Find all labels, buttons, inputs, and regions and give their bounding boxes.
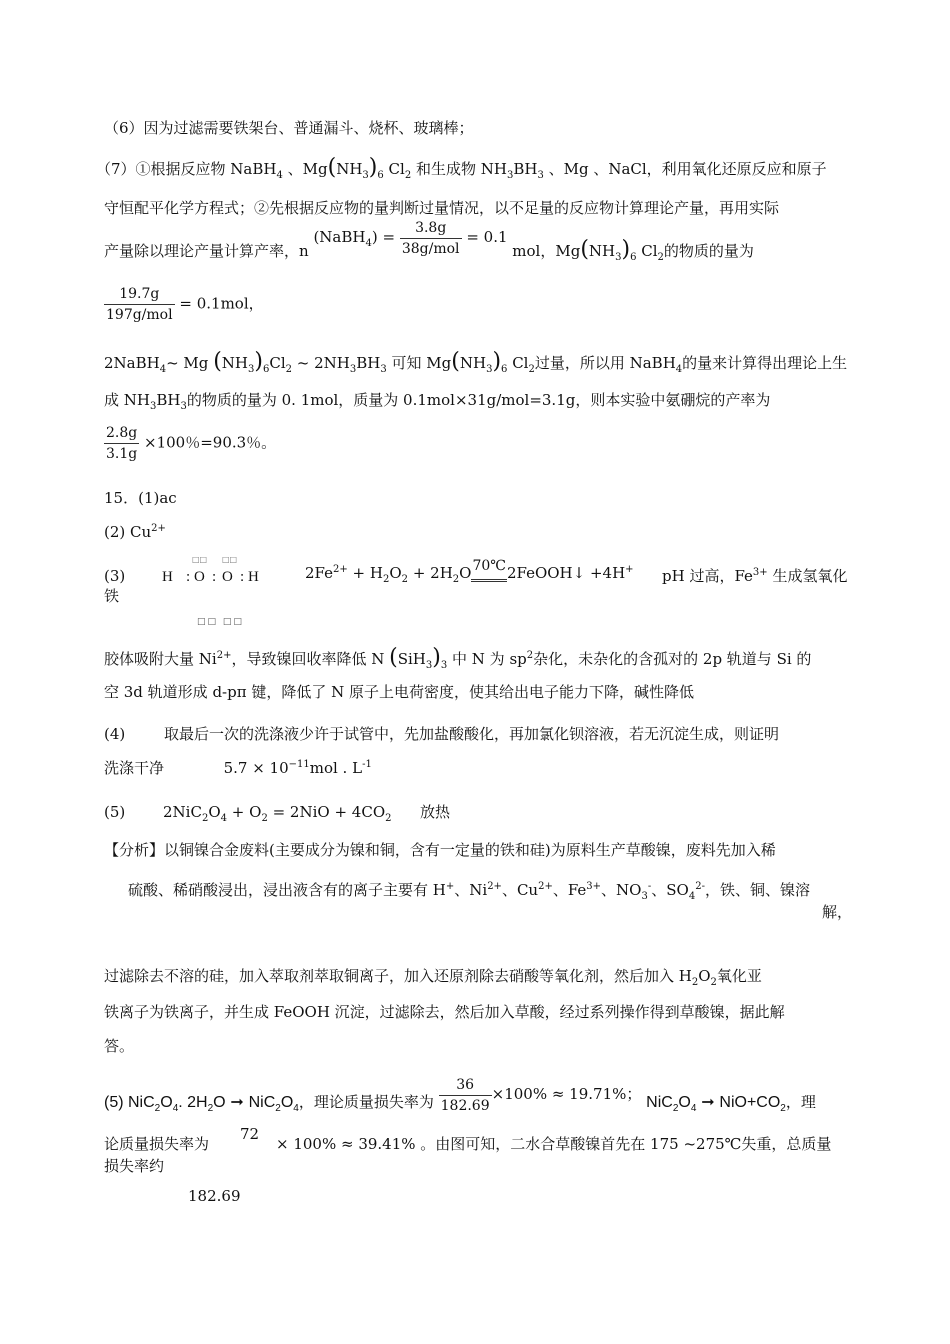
item-7-line-5: 2NaBH$_4$~ Mg $(NH_3)_6Cl_2$ ~ $2NH_3BH_3$ 可知 $Mg(NH_3)_6$ $Cl_2$过量，所以用 NaBH$_4$的量来计算得出理论上生 [104, 349, 848, 375]
item-7-line-1: （7）①根据反应物 NaBH$_4$ 、$Mg(NH_3)_6$ $Cl_2$ 和生成物 $NH_3BH_3$ 、Mg 、NaCl，利用氧化还原反应和原子 [96, 155, 827, 181]
item-7-fraction-2: $\frac{19.7g}{\text{197g/mol}}$ = 0.1mol， [106, 286, 264, 323]
svg-text:H: H [162, 569, 173, 585]
q15-answer-5-tail: 放热 [420, 803, 451, 821]
svg-text:O: O [194, 569, 205, 585]
q15-answer-2: (2) $Cu^{2+}$ [104, 523, 166, 541]
analysis-line-1: 【分析】以铜镍合金废料(主要成分为镍和铜，含有一定量的铁和硅)为原料生产草酸镍，废料先加入稀 [104, 841, 776, 859]
q15-ph-note: pH 过高，$Fe^{3+}$ 生成氢氧化 [662, 567, 848, 585]
q15-answer-5-label: (5) [104, 803, 126, 821]
q15-answer-4-label: (4) [104, 725, 126, 743]
svg-text::: : [240, 569, 245, 585]
svg-text:□□: □□ [222, 555, 238, 564]
q15-answer-4-line-2: 洗涤干净 $5.7 \times 10^{-11}mol$ . $L^{-1}$ [104, 759, 372, 777]
svg-text:□□: □□ [192, 555, 208, 564]
item-7-line-6: 成 $NH_3BH_3$的物质的量为 0. 1mol，质量为 0.1mol×31g/mol=3.1g，则本实验中氨硼烷的产率为 [104, 391, 771, 412]
q15-colloid-line: 胶体吸附大量 $Ni^{2+}$，导致镍回收率降低 N $(SiH_3)_3$ 中 N 为 $sp^2$杂化，未杂化的含孤对的 2p 轨道与 Si 的 [104, 645, 812, 671]
q15-3d-line: 空 3d 轨道形成 d-pπ 键，降低了 N 原子上电荷密度，使其给出电子能力下降，碱性降低 [104, 683, 695, 701]
q15-heading: 15．(1)ac [104, 489, 177, 507]
q15-answer-3-label: (3) [104, 567, 126, 585]
followup-5-denominator: 182.69 [188, 1187, 241, 1205]
item-7-line-2: 守恒配平化学方程式；②先根据反应物的量判断过量情况，以不足量的反应物计算理论产量，再用实际 [104, 199, 780, 217]
electron-dots-bottom: □□ □□ [197, 617, 244, 627]
followup-5-numerator: 72 [240, 1125, 260, 1143]
q15-answer-4-text: 取最后一次的洗涤液少许于试管中，先加盐酸酸化，再加氯化钡溶液，若无沉淀生成，则证明 [164, 725, 780, 743]
svg-text::: : [186, 569, 191, 585]
svg-text::: : [212, 569, 217, 585]
analysis-line-3: 过滤除去不溶的硅，加入萃取剂萃取铜离子，加入还原剂除去硝酸等氧化剂，然后加入 $H_2O_2$氧化亚 [104, 967, 762, 988]
followup-5-line-2-rest: × 100% ≈ 39.41% 。由图可知，二水合草酸镍首先在 175 ~275℃失重，总质量 [276, 1135, 832, 1153]
q15-answer-3-tail: 铁 [104, 587, 120, 605]
followup-5-line-1: (5) $NiC_2O_4$. $2H_2O$ ➞ $NiC_2O_4$，理论质量损失率为 $\frac{36}{182.69}$ ×100% ≈ 19.71%； $NiC_2O_4$ ➞ $NiO+CO_2$，理 [104, 1076, 816, 1115]
item-7-fraction-3: $\frac{2.8g}{3.1g}$ ×100％=90.3％。 [106, 425, 277, 462]
svg-text:O: O [222, 569, 233, 585]
item-6: （6）因为过滤需要铁架台、普通漏斗、烧杯、玻璃棒； [104, 119, 474, 137]
followup-5-line-2: 论质量损失率为 [104, 1135, 210, 1153]
analysis-line-4: 铁离子为铁离子，并生成 FeOOH 沉淀，过滤除去，然后加入草酸，经过系列操作得到草酸镍，据此解 [104, 1003, 785, 1021]
svg-text:H: H [248, 569, 259, 585]
followup-5-line-3: 损失率约 [104, 1157, 165, 1175]
q15-answer-5-equation: $2NiC_2O_4 + O_2 = 2NiO + 4CO_2$ [163, 803, 392, 824]
analysis-line-2: 硫酸、稀硝酸浸出，浸出液含有的离子主要有 H+、$Ni^{2+}$、$Cu^{2+}$、$Fe^{3+}$、$NO_3^-$、$SO_4^{2-}$，铁、铜、镍溶 [128, 881, 810, 902]
analysis-line-2-tail: 解， [822, 903, 853, 921]
reaction-condition: 70℃ [472, 558, 506, 574]
item-7-line-3: 产量除以理论产量计算产率，n (NaBH$_4$) = $\frac{3.8g}{\text{38g/mol}}$ = 0.1 mol，$Mg(NH_3)_6$ $Cl_2$的物质的量为 [104, 219, 754, 263]
analysis-line-5: 答。 [104, 1037, 135, 1055]
q15-reaction-equation: $2Fe^{2+} + H_2O_2 + 2H_2O$ 70℃ 2FeOOH↓ +4H+ [305, 558, 634, 585]
